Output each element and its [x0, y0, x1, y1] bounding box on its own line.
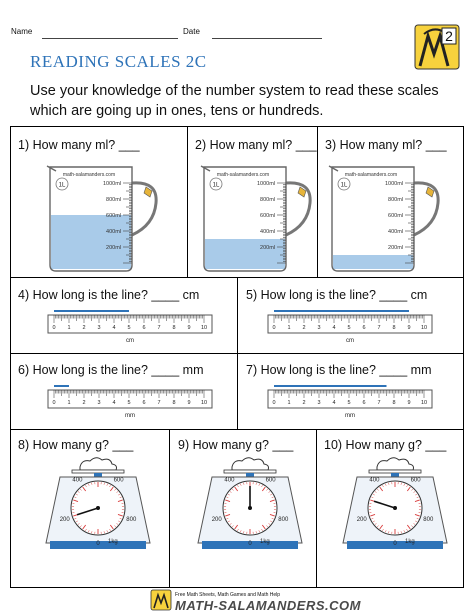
- jug-scale-label: 400ml: [260, 229, 275, 235]
- ruler: [266, 308, 434, 344]
- jug-scale-label: 400ml: [388, 229, 403, 235]
- jug-scale-label: 1000ml: [257, 181, 275, 187]
- dial-label: 600: [411, 478, 422, 484]
- ruler-number: 1: [287, 325, 290, 331]
- dial-unit-label: 1kg: [108, 539, 118, 545]
- jug-drawing: [328, 163, 448, 273]
- scale-stem: [246, 473, 254, 477]
- ruler-number: 8: [392, 400, 395, 406]
- dial-label: 400: [72, 478, 83, 484]
- ruler-drawing: [46, 308, 214, 344]
- ruler-drawing: [46, 383, 214, 419]
- scale-stem: [391, 473, 399, 477]
- ruler-number: 2: [82, 400, 85, 406]
- ruler-number: 3: [97, 325, 100, 331]
- ruler-number: 2: [302, 400, 305, 406]
- ruler-number: 3: [317, 325, 320, 331]
- ruler-number: 1: [67, 325, 70, 331]
- footer-logo: [150, 589, 172, 611]
- question-2: 2) How many ml? ___: [195, 138, 317, 152]
- kitchen-scale: [38, 455, 158, 550]
- dial-unit-label: 1kg: [405, 539, 415, 545]
- ruler-unit: cm: [126, 338, 134, 344]
- dial-label: 0: [393, 541, 397, 547]
- scale-pan: [224, 470, 276, 473]
- ruler-number: 9: [187, 325, 190, 331]
- ruler-number: 9: [187, 400, 190, 406]
- jug-handle: [286, 183, 310, 235]
- scale-pan: [72, 470, 124, 473]
- name-line: [42, 38, 178, 39]
- jug-scale-label: 200ml: [106, 245, 121, 251]
- ruler-number: 6: [142, 400, 145, 406]
- jug-scale-label: 600ml: [388, 213, 403, 219]
- intro-text: Use your knowledge of the number system to read these scales which are going up in ones, tens or hundreds.: [30, 81, 450, 121]
- scale-stem: [94, 473, 102, 477]
- col-divider: [187, 126, 188, 277]
- jug-scale-label: 200ml: [388, 245, 403, 251]
- ruler-unit: mm: [125, 413, 135, 419]
- ruler-number: 6: [362, 400, 365, 406]
- question-8: 8) How many g? ___: [18, 438, 133, 452]
- jug-scale-label: 1000ml: [385, 181, 403, 187]
- scale-food: [80, 458, 117, 470]
- question-3: 3) How many ml? ___: [325, 138, 447, 152]
- jug-badge-text: 1L: [213, 183, 220, 189]
- jug-handle: [132, 183, 156, 235]
- jug-scale-label: 800ml: [260, 197, 275, 203]
- jug-site-text: math-salamanders.com: [345, 172, 397, 178]
- col-divider: [316, 429, 317, 588]
- dial-hub: [393, 506, 397, 510]
- ruler-number: 5: [347, 325, 350, 331]
- dial-label: 400: [369, 478, 380, 484]
- jug-scale-label: 400ml: [106, 229, 121, 235]
- kitchen-scale: [190, 455, 310, 550]
- scale-food: [377, 458, 414, 470]
- ruler-number: 5: [127, 400, 130, 406]
- page-title: READING SCALES 2C: [30, 52, 207, 72]
- jug-liquid: [51, 215, 131, 269]
- name-label: Name: [11, 27, 32, 36]
- scale-drawing: [190, 455, 310, 550]
- question-6: 6) How long is the line? ____ mm: [18, 363, 204, 377]
- ruler-unit: mm: [345, 413, 355, 419]
- dial-label: 200: [357, 517, 368, 523]
- jug-site-text: math-salamanders.com: [63, 172, 115, 178]
- scale-food: [232, 458, 269, 470]
- footer-brand: MATH-SALAMANDERS.COM: [175, 598, 361, 613]
- ruler-number: 4: [112, 325, 115, 331]
- ruler-number: 10: [421, 400, 427, 406]
- ruler-number: 9: [407, 400, 410, 406]
- question-5: 5) How long is the line? ____ cm: [246, 288, 427, 302]
- ruler-drawing: [266, 383, 434, 419]
- ruler-number: 1: [67, 400, 70, 406]
- col-divider: [237, 277, 238, 429]
- question-10: 10) How many g? ___: [324, 438, 446, 452]
- ruler: [266, 383, 434, 419]
- scale-pan: [369, 470, 421, 473]
- dial-hub: [248, 506, 252, 510]
- ruler-number: 0: [272, 400, 275, 406]
- ruler-number: 0: [272, 325, 275, 331]
- dial-label: 200: [212, 517, 223, 523]
- date-label: Date: [183, 27, 200, 36]
- ruler-drawing: [266, 308, 434, 344]
- ruler-number: 10: [201, 325, 207, 331]
- jug-scale-label: 600ml: [106, 213, 121, 219]
- measuring-jug: [46, 163, 166, 273]
- scale-drawing: [335, 455, 455, 550]
- jug-badge-text: 1L: [59, 183, 66, 189]
- ruler-number: 0: [52, 325, 55, 331]
- ruler-number: 7: [157, 325, 160, 331]
- dial-label: 800: [126, 517, 137, 523]
- ruler-number: 5: [347, 400, 350, 406]
- dial-label: 600: [114, 478, 125, 484]
- ruler-number: 9: [407, 325, 410, 331]
- ruler-number: 8: [172, 325, 175, 331]
- jug-badge-text: 1L: [341, 183, 348, 189]
- ruler-number: 8: [172, 400, 175, 406]
- jug-liquid: [333, 255, 413, 269]
- scale-drawing: [38, 455, 158, 550]
- ruler-number: 7: [377, 400, 380, 406]
- dial-label: 600: [266, 478, 277, 484]
- logo-number: 2: [445, 28, 453, 44]
- footer-tagline: Free Math Sheets, Math Games and Math Help: [175, 592, 280, 598]
- row-divider: [10, 429, 464, 430]
- dial-label: 0: [96, 541, 100, 547]
- jug-drawing: [46, 163, 166, 273]
- jug-drawing: [200, 163, 320, 273]
- ruler-number: 5: [127, 325, 130, 331]
- dial-unit-label: 1kg: [260, 539, 270, 545]
- ruler-number: 8: [392, 325, 395, 331]
- ruler-number: 2: [302, 325, 305, 331]
- ruler-number: 7: [157, 400, 160, 406]
- ruler-number: 2: [82, 325, 85, 331]
- measuring-jug: [200, 163, 320, 273]
- jug-liquid: [205, 239, 285, 269]
- ruler: [46, 383, 214, 419]
- jug-scale-label: 800ml: [106, 197, 121, 203]
- ruler-number: 3: [97, 400, 100, 406]
- question-9: 9) How many g? ___: [178, 438, 293, 452]
- question-1: 1) How many ml? ___: [18, 138, 140, 152]
- jug-scale-label: 800ml: [388, 197, 403, 203]
- jug-scale-label: 600ml: [260, 213, 275, 219]
- dial-label: 400: [224, 478, 235, 484]
- ruler-number: 0: [52, 400, 55, 406]
- kitchen-scale: [335, 455, 455, 550]
- jug-site-text: math-salamanders.com: [217, 172, 269, 178]
- dial-label: 0: [248, 541, 252, 547]
- question-4: 4) How long is the line? ____ cm: [18, 288, 199, 302]
- dial-label: 800: [423, 517, 434, 523]
- ruler: [46, 308, 214, 344]
- ruler-number: 1: [287, 400, 290, 406]
- jug-handle: [414, 183, 438, 235]
- question-7: 7) How long is the line? ____ mm: [246, 363, 432, 377]
- dial-hub: [96, 506, 100, 510]
- dial-label: 200: [60, 517, 71, 523]
- date-line: [212, 38, 322, 39]
- ruler-number: 4: [332, 400, 335, 406]
- jug-scale-label: 200ml: [260, 245, 275, 251]
- measuring-jug: [328, 163, 448, 273]
- ruler-unit: cm: [346, 338, 354, 344]
- ruler-number: 6: [362, 325, 365, 331]
- ruler-number: 4: [112, 400, 115, 406]
- ruler-number: 7: [377, 325, 380, 331]
- col-divider: [169, 429, 170, 588]
- ruler-number: 10: [201, 400, 207, 406]
- ruler-number: 6: [142, 325, 145, 331]
- dial-label: 800: [278, 517, 289, 523]
- ruler-number: 4: [332, 325, 335, 331]
- salamander-logo: [414, 24, 460, 70]
- ruler-number: 10: [421, 325, 427, 331]
- jug-scale-label: 1000ml: [103, 181, 121, 187]
- ruler-number: 3: [317, 400, 320, 406]
